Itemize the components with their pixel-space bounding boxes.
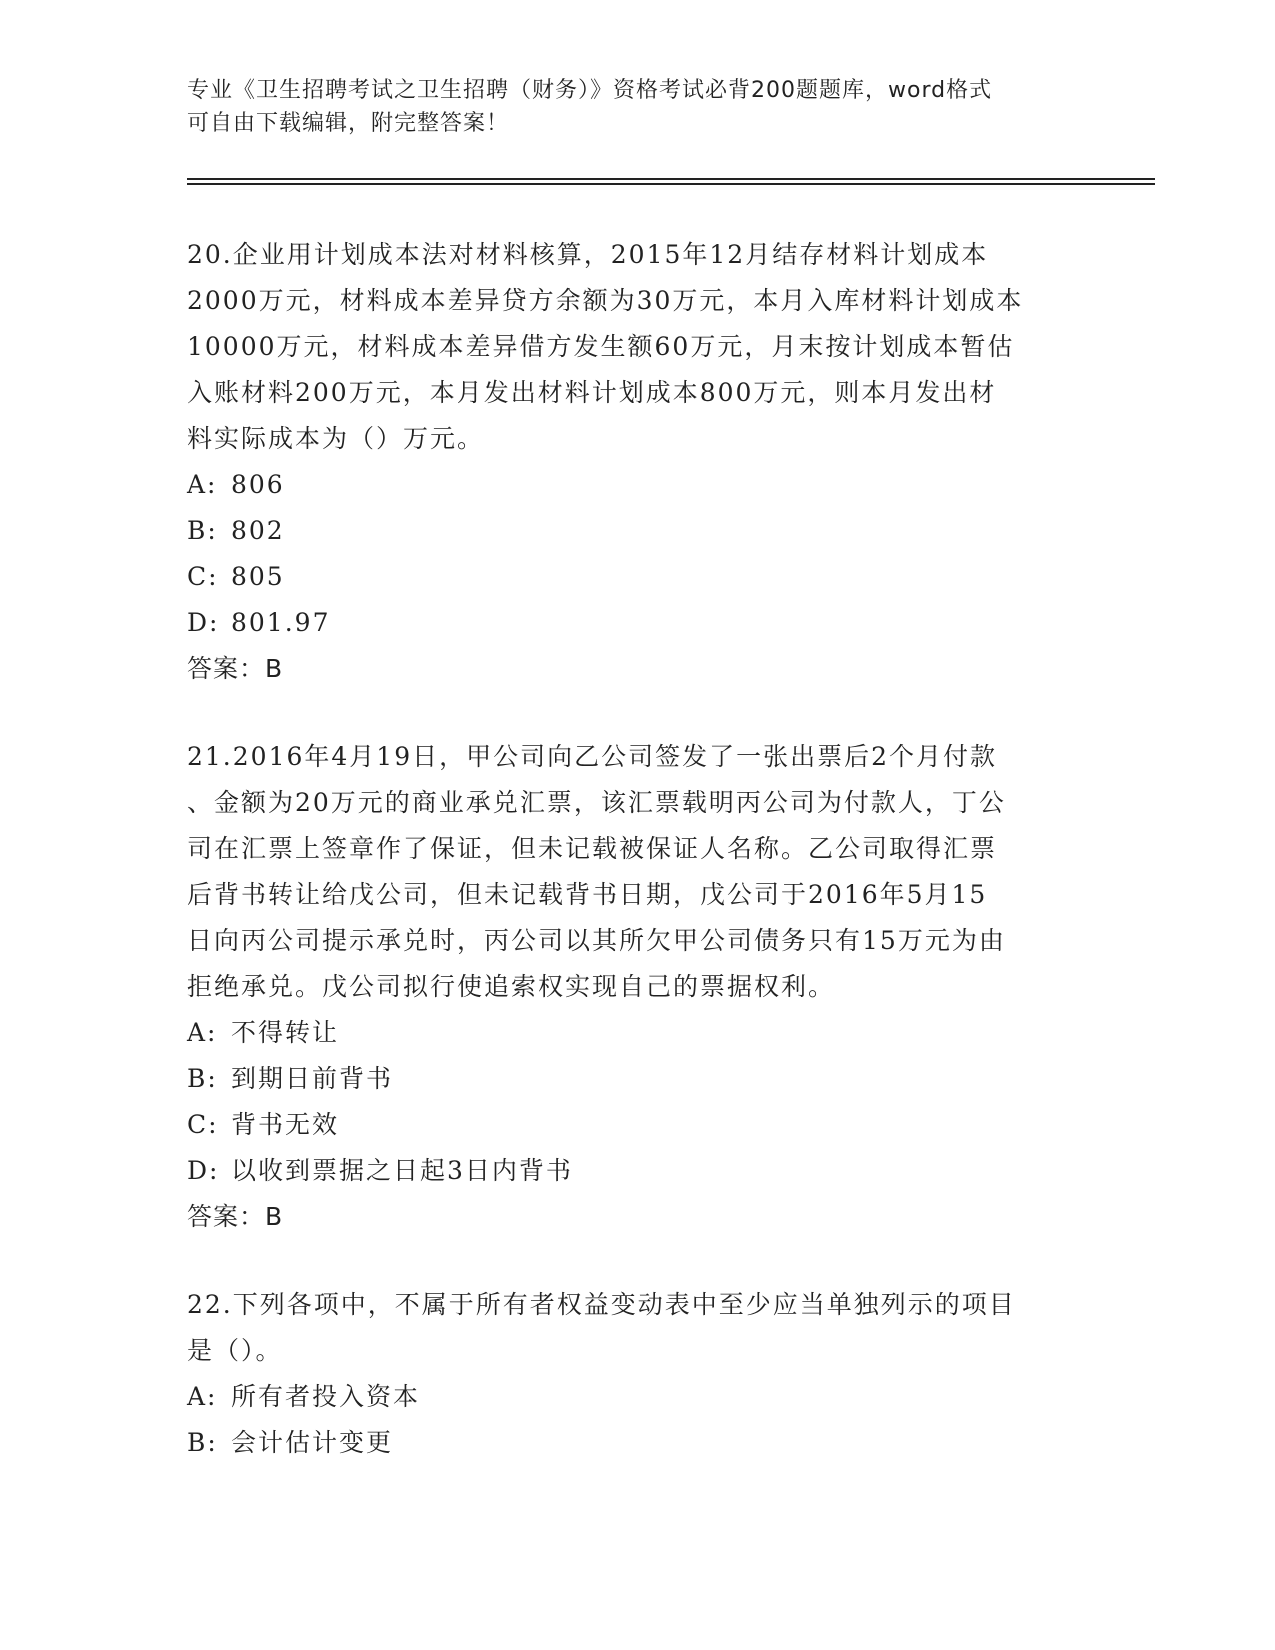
option-text: 802 <box>231 516 285 545</box>
question-20 <box>187 232 1087 692</box>
option-text: 到期日前背书 <box>231 1064 394 1093</box>
document-header <box>187 74 1087 140</box>
option-c <box>187 1102 1087 1148</box>
option-a <box>187 1374 1087 1420</box>
option-text: 背书无效 <box>231 1110 340 1139</box>
header-divider-bottom <box>187 183 1155 185</box>
option-text: 805 <box>231 562 285 591</box>
option-c <box>187 554 1087 600</box>
question-text: 20.企业用计划成本法对材料核算，2015年12月结存材料计划成本 2000万元，材料成本差异贷方余额为30万元，本月入库材料计划成本 10000万元，材料成本差异借方发生额60万元，月末按计划成本暂估 入账材料200万元，本月发出材料计划成本800万元，则本月发出材 料实际成本为（）万元。 <box>187 240 1024 453</box>
header-line-2: 可自由下载编辑，附完整答案！ <box>187 111 510 136</box>
option-text: 所有者投入资本 <box>231 1382 421 1411</box>
option-a <box>187 462 1087 508</box>
question-text: 21.2016年4月19日，甲公司向乙公司签发了一张出票后2个月付款 、金额为20万元的商业承兑汇票，该汇票载明丙公司为付款人，丁公 司在汇票上签章作了保证，但未记载被保证人名称。乙公司取得汇票 后背书转让给戊公司，但未记载背书日期，戊公司于2016年5月15 日向丙公司提示承兑时，丙公司以其所欠甲公司债务只有15万元为由 拒绝承兑。戊公司拟行使追索权实现自己的票据权利。 <box>187 742 1006 1001</box>
answer-text: 答案：B <box>187 1202 284 1231</box>
option-a <box>187 1010 1087 1056</box>
option-label: B: <box>187 1428 218 1457</box>
option-label: B: <box>187 516 218 545</box>
header-line-1: 专业《卫生招聘考试之卫生招聘（财务）》资格考试必背200题题库，word格式 <box>187 78 993 103</box>
option-label: B: <box>187 1064 218 1093</box>
option-text: 801.97 <box>231 608 331 637</box>
question-21 <box>187 734 1087 1240</box>
option-label: A: <box>187 470 218 499</box>
option-b <box>187 508 1087 554</box>
option-label: A: <box>187 1382 218 1411</box>
option-b <box>187 1420 1087 1466</box>
option-label: C: <box>187 562 219 591</box>
option-text: 不得转让 <box>231 1018 340 1047</box>
option-label: D: <box>187 608 220 637</box>
option-text: 会计估计变更 <box>231 1428 394 1457</box>
option-label: A: <box>187 1018 218 1047</box>
option-text: 806 <box>231 470 285 499</box>
question-text: 22.下列各项中，不属于所有者权益变动表中至少应当单独列示的项目 是（）。 <box>187 1290 1016 1365</box>
option-b <box>187 1056 1087 1102</box>
option-text: 以收到票据之日起3日内背书 <box>231 1156 573 1185</box>
option-d <box>187 1148 1087 1194</box>
header-divider-top <box>187 178 1155 180</box>
question-22 <box>187 1282 1087 1466</box>
option-label: D: <box>187 1156 220 1185</box>
questions-list <box>187 232 1087 1508</box>
option-d <box>187 600 1087 646</box>
option-label: C: <box>187 1110 219 1139</box>
answer-text: 答案：B <box>187 654 284 683</box>
